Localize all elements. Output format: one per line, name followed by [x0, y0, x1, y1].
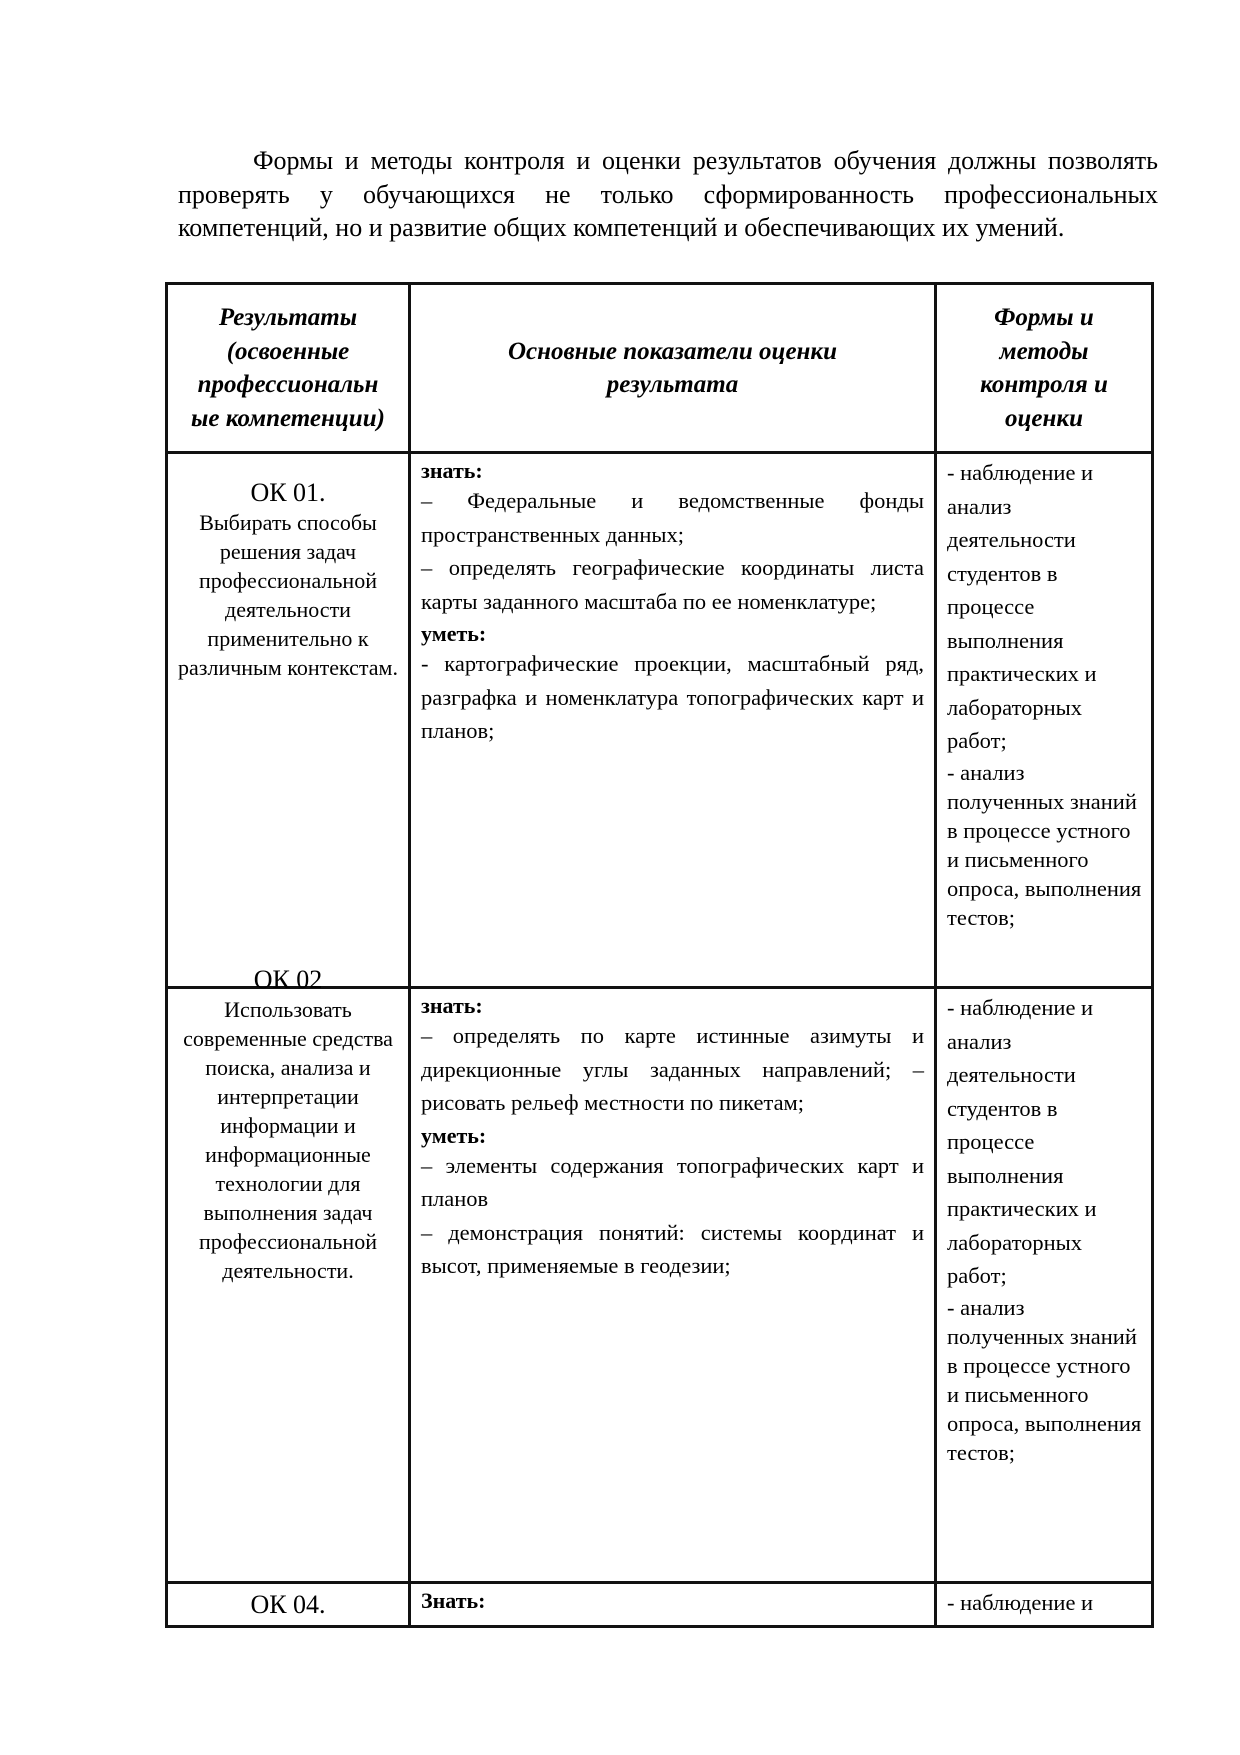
- table-row: [167, 988, 1153, 1583]
- table-row: [167, 1583, 1153, 1627]
- intro-paragraph: [178, 144, 1158, 245]
- form-method-item: - наблюдение и: [947, 1590, 1094, 1615]
- header-forms-methods: [936, 284, 1153, 453]
- indicators-cell: [410, 988, 936, 1583]
- competency-cell: [167, 453, 410, 988]
- competency-cell: [167, 965, 410, 1583]
- can-item: – демонстрация понятий: системы координат и высот, применяемые в геодезии;: [421, 1219, 924, 1278]
- competency-description: Использовать современные средства поиска, анализа и интерпретации информации и информационные технологии для выполнения задач профессиональной деятельности.: [183, 997, 393, 1283]
- know-item: – определять географические координаты листа карты заданного масштаба по ее номенклатуре;: [421, 555, 924, 614]
- header-forms-methods-text: Формы и методы контроля и оценки: [980, 304, 1108, 432]
- know-item: – Федеральные и ведомственные фонды пространственных данных;: [421, 488, 924, 547]
- competency-code: ОК 04.: [250, 1590, 326, 1619]
- indicators-cell: [410, 453, 936, 988]
- competency-cell: [167, 1583, 410, 1627]
- can-item: - картографические проекции, масштабный ряд, разграфка и номенклатура топографических карт и планов;: [421, 651, 924, 743]
- competency-code: ОК 02: [253, 965, 323, 994]
- know-label: Знать:: [421, 1588, 486, 1613]
- know-label: знать:: [421, 993, 483, 1018]
- forms-cell: [936, 1583, 1153, 1627]
- header-results: [167, 284, 410, 453]
- can-item: – элементы содержания топографических карт и планов: [421, 1152, 924, 1211]
- can-label: уметь:: [421, 1122, 487, 1148]
- competency-code: ОК 01.: [250, 478, 326, 507]
- forms-cell: [936, 453, 1153, 988]
- forms-cell: [936, 988, 1153, 1583]
- can-label: уметь:: [421, 621, 487, 646]
- competency-description: Выбирать способы решения задач профессиональной деятельности применительно к различным контекстам.: [178, 510, 398, 680]
- table-row: [167, 453, 1153, 988]
- header-results-text: Результаты (освоенные профессиональн ые компетенции): [191, 304, 385, 432]
- form-method-item: - наблюдение и анализ деятельности студентов в процессе выполнения практических и лабораторных работ;: [947, 460, 1097, 753]
- form-method-item: - анализ полученных знаний в процессе устного и письменного опроса, выполнения тестов;: [947, 1294, 1142, 1465]
- header-indicators-text: Основные показатели оценки результата: [507, 337, 837, 398]
- table-header-row: [167, 284, 1153, 453]
- indicators-cell: [410, 1583, 936, 1627]
- form-method-item: - анализ полученных знаний в процессе устного и письменного опроса, выполнения тестов;: [947, 759, 1142, 930]
- header-indicators: [410, 284, 936, 453]
- assessment-table: [165, 282, 1154, 1628]
- intro-text: Формы и методы контроля и оценки результатов обучения должны позволять проверять у обучающихся не только сформированность профессиональных компетенций, но и развитие общих компетенций и обеспечивающих их умений.: [178, 146, 1158, 242]
- know-item: – определять по карте истинные азимуты и дирекционные углы заданных направлений; – рисовать рельеф местности по пикетам;: [421, 1023, 924, 1115]
- form-method-item: - наблюдение и анализ деятельности студентов в процессе выполнения практических и лабораторных работ;: [947, 995, 1097, 1288]
- know-label: знать:: [421, 458, 483, 483]
